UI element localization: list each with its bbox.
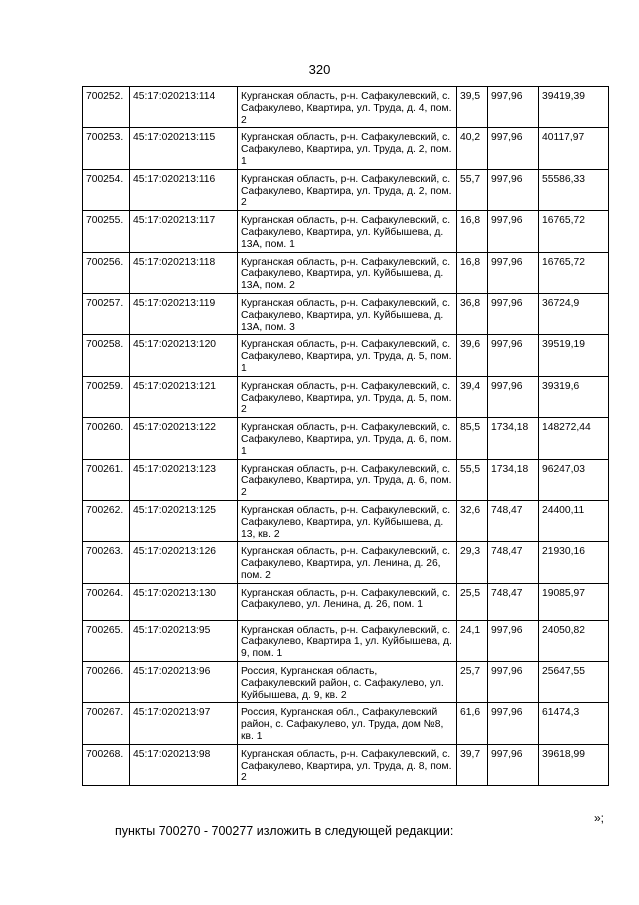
address-cell: Россия, Курганская область, Сафакулевский район, с. Сафакулево, ул. Куйбышева, д. 9, кв. 2 xyxy=(238,662,457,703)
cadastral-value-cell: 25647,55 xyxy=(539,662,609,703)
address-cell: Курганская область, р-н. Сафакулевский, с. Сафакулево, Квартира, ул. Ленина, д. 26, пом. 2 xyxy=(238,542,457,583)
property-registry-table xyxy=(82,86,609,786)
row-number-cell: 700262. xyxy=(83,500,130,541)
row-number-cell: 700259. xyxy=(83,376,130,417)
cadastral-number-cell: 45:17:020213:114 xyxy=(130,87,238,128)
cadastral-number-cell: 45:17:020213:122 xyxy=(130,418,238,459)
address-cell: Курганская область, р-н. Сафакулевский, с. Сафакулево, Квартира, ул. Труда, д. 6, пом. 2 xyxy=(238,459,457,500)
cadastral-value-cell: 19085,97 xyxy=(539,583,609,620)
area-cell: 39,5 xyxy=(457,87,488,128)
cadastral-number-cell: 45:17:020213:97 xyxy=(130,703,238,744)
cadastral-number-cell: 45:17:020213:119 xyxy=(130,293,238,334)
area-cell: 40,2 xyxy=(457,128,488,169)
unit-value-cell: 997,96 xyxy=(488,169,539,210)
unit-value-cell: 997,96 xyxy=(488,252,539,293)
area-cell: 32,6 xyxy=(457,500,488,541)
address-cell: Курганская область, р-н. Сафакулевский, с. Сафакулево, Квартира, ул. Труда, д. 8, пом. 2 xyxy=(238,744,457,785)
cadastral-value-cell: 36724,9 xyxy=(539,293,609,334)
cadastral-number-cell: 45:17:020213:130 xyxy=(130,583,238,620)
cadastral-value-cell: 39618,99 xyxy=(539,744,609,785)
address-cell: Курганская область, р-н. Сафакулевский, с. Сафакулево, Квартира, ул. Труда, д. 4, пом. 2 xyxy=(238,87,457,128)
area-cell: 25,5 xyxy=(457,583,488,620)
table-row xyxy=(83,418,609,459)
cadastral-number-cell: 45:17:020213:98 xyxy=(130,744,238,785)
cadastral-value-cell: 24400,11 xyxy=(539,500,609,541)
unit-value-cell: 748,47 xyxy=(488,542,539,583)
row-number-cell: 700260. xyxy=(83,418,130,459)
area-cell: 39,4 xyxy=(457,376,488,417)
address-cell: Курганская область, р-н. Сафакулевский, с. Сафакулево, Квартира, ул. Куйбышева, д. 13А, пом. 1 xyxy=(238,211,457,252)
table-row xyxy=(83,87,609,128)
area-cell: 29,3 xyxy=(457,542,488,583)
table-row xyxy=(83,252,609,293)
cadastral-value-cell: 39319,6 xyxy=(539,376,609,417)
cadastral-value-cell: 21930,16 xyxy=(539,542,609,583)
cadastral-value-cell: 96247,03 xyxy=(539,459,609,500)
address-cell: Курганская область, р-н. Сафакулевский, с. Сафакулево, Квартира, ул. Труда, д. 6, пом. 1 xyxy=(238,418,457,459)
row-number-cell: 700261. xyxy=(83,459,130,500)
table-row xyxy=(83,169,609,210)
cadastral-value-cell: 61474,3 xyxy=(539,703,609,744)
address-cell: Курганская область, р-н. Сафакулевский, с. Сафакулево, Квартира, ул. Куйбышева, д. 13А, пом. 2 xyxy=(238,252,457,293)
unit-value-cell: 997,96 xyxy=(488,744,539,785)
unit-value-cell: 997,96 xyxy=(488,211,539,252)
cadastral-number-cell: 45:17:020213:117 xyxy=(130,211,238,252)
amendment-instruction-text: пункты 700270 - 700277 изложить в следующей редакции: xyxy=(115,824,454,838)
table-row xyxy=(83,744,609,785)
cadastral-number-cell: 45:17:020213:118 xyxy=(130,252,238,293)
cadastral-value-cell: 24050,82 xyxy=(539,620,609,661)
table-row xyxy=(83,335,609,376)
row-number-cell: 700254. xyxy=(83,169,130,210)
area-cell: 25,7 xyxy=(457,662,488,703)
area-cell: 16,8 xyxy=(457,252,488,293)
row-number-cell: 700263. xyxy=(83,542,130,583)
unit-value-cell: 997,96 xyxy=(488,87,539,128)
table-row xyxy=(83,459,609,500)
row-number-cell: 700257. xyxy=(83,293,130,334)
cadastral-number-cell: 45:17:020213:116 xyxy=(130,169,238,210)
table-row xyxy=(83,500,609,541)
table-row xyxy=(83,128,609,169)
table-row xyxy=(83,376,609,417)
cadastral-number-cell: 45:17:020213:96 xyxy=(130,662,238,703)
cadastral-number-cell: 45:17:020213:120 xyxy=(130,335,238,376)
area-cell: 24,1 xyxy=(457,620,488,661)
table-row xyxy=(83,703,609,744)
cadastral-value-cell: 39519,19 xyxy=(539,335,609,376)
unit-value-cell: 997,96 xyxy=(488,335,539,376)
row-number-cell: 700252. xyxy=(83,87,130,128)
address-cell: Курганская область, р-н. Сафакулевский, с. Сафакулево, ул. Ленина, д. 26, пом. 1 xyxy=(238,583,457,620)
address-cell: Россия, Курганская обл., Сафакулевский район, с. Сафакулево, ул. Труда, дом №8, кв. 1 xyxy=(238,703,457,744)
address-cell: Курганская область, р-н. Сафакулевский, с. Сафакулево, Квартира, ул. Труда, д. 5, пом. 1 xyxy=(238,335,457,376)
table-row xyxy=(83,662,609,703)
address-cell: Курганская область, р-н. Сафакулевский, с. Сафакулево, Квартира, ул. Куйбышева, д. 13А, пом. 3 xyxy=(238,293,457,334)
cadastral-value-cell: 16765,72 xyxy=(539,211,609,252)
area-cell: 36,8 xyxy=(457,293,488,334)
table-row xyxy=(83,293,609,334)
cadastral-number-cell: 45:17:020213:115 xyxy=(130,128,238,169)
row-number-cell: 700266. xyxy=(83,662,130,703)
address-cell: Курганская область, р-н. Сафакулевский, с. Сафакулево, Квартира, ул. Труда, д. 2, пом. 2 xyxy=(238,169,457,210)
unit-value-cell: 997,96 xyxy=(488,376,539,417)
address-cell: Курганская область, р-н. Сафакулевский, с. Сафакулево, Квартира, ул. Куйбышева, д. 13, кв. 2 xyxy=(238,500,457,541)
area-cell: 55,7 xyxy=(457,169,488,210)
table-row xyxy=(83,583,609,620)
cadastral-value-cell: 55586,33 xyxy=(539,169,609,210)
cadastral-number-cell: 45:17:020213:125 xyxy=(130,500,238,541)
table-row xyxy=(83,542,609,583)
unit-value-cell: 997,96 xyxy=(488,703,539,744)
unit-value-cell: 748,47 xyxy=(488,583,539,620)
row-number-cell: 700268. xyxy=(83,744,130,785)
row-number-cell: 700267. xyxy=(83,703,130,744)
area-cell: 61,6 xyxy=(457,703,488,744)
unit-value-cell: 997,96 xyxy=(488,293,539,334)
table-row xyxy=(83,620,609,661)
unit-value-cell: 1734,18 xyxy=(488,459,539,500)
address-cell: Курганская область, р-н. Сафакулевский, с. Сафакулево, Квартира, ул. Труда, д. 5, пом. 2 xyxy=(238,376,457,417)
closing-quote-mark: »; xyxy=(594,811,605,825)
area-cell: 85,5 xyxy=(457,418,488,459)
row-number-cell: 700253. xyxy=(83,128,130,169)
row-number-cell: 700265. xyxy=(83,620,130,661)
area-cell: 39,7 xyxy=(457,744,488,785)
cadastral-number-cell: 45:17:020213:123 xyxy=(130,459,238,500)
area-cell: 39,6 xyxy=(457,335,488,376)
row-number-cell: 700258. xyxy=(83,335,130,376)
cadastral-number-cell: 45:17:020213:121 xyxy=(130,376,238,417)
unit-value-cell: 1734,18 xyxy=(488,418,539,459)
row-number-cell: 700256. xyxy=(83,252,130,293)
unit-value-cell: 997,96 xyxy=(488,128,539,169)
cadastral-number-cell: 45:17:020213:95 xyxy=(130,620,238,661)
row-number-cell: 700255. xyxy=(83,211,130,252)
area-cell: 16,8 xyxy=(457,211,488,252)
table-row xyxy=(83,211,609,252)
page-number: 320 xyxy=(308,62,331,77)
cadastral-value-cell: 39419,39 xyxy=(539,87,609,128)
address-cell: Курганская область, р-н. Сафакулевский, с. Сафакулево, Квартира, ул. Труда, д. 2, пом. 1 xyxy=(238,128,457,169)
unit-value-cell: 748,47 xyxy=(488,500,539,541)
unit-value-cell: 997,96 xyxy=(488,620,539,661)
cadastral-value-cell: 16765,72 xyxy=(539,252,609,293)
cadastral-value-cell: 148272,44 xyxy=(539,418,609,459)
area-cell: 55,5 xyxy=(457,459,488,500)
address-cell: Курганская область, р-н. Сафакулевский, с. Сафакулево, Квартира 1, ул. Куйбышева, д. 9, пом. 1 xyxy=(238,620,457,661)
unit-value-cell: 997,96 xyxy=(488,662,539,703)
cadastral-number-cell: 45:17:020213:126 xyxy=(130,542,238,583)
row-number-cell: 700264. xyxy=(83,583,130,620)
registry-table-body xyxy=(83,87,609,786)
cadastral-value-cell: 40117,97 xyxy=(539,128,609,169)
